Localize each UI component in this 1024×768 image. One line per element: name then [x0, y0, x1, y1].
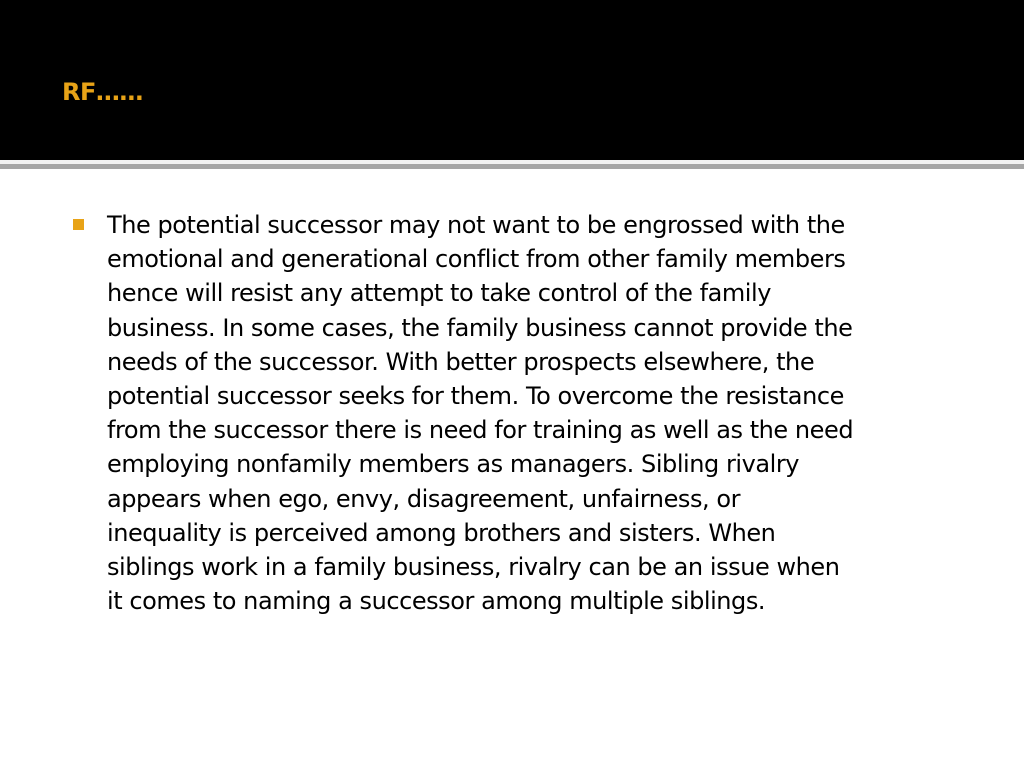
- title-divider-dark: [0, 164, 1024, 169]
- bullet-line: it comes to naming a successor among multiple siblings.: [107, 587, 766, 616]
- bullet-line: The potential successor may not want to be engrossed with the: [107, 211, 845, 239]
- slide-title: RF……: [62, 78, 143, 106]
- bullet-line: appears when ego, envy, disagreement, unfairness, or: [107, 484, 741, 513]
- title-band: [0, 0, 1024, 160]
- bullet-line: business. In some cases, the family business cannot provide the: [107, 313, 853, 342]
- bullet-line: inequality is perceived among brothers and sisters. When: [107, 518, 776, 547]
- bullet-line: needs of the successor. With better prospects elsewhere, the: [107, 347, 815, 376]
- bullet-item: [72, 208, 972, 618]
- bullet-text: [107, 208, 972, 618]
- bullet-line: emotional and generational conflict from other family members: [107, 245, 846, 274]
- slide-body: [72, 208, 972, 618]
- square-bullet-icon: [73, 219, 84, 230]
- bullet-line: potential successor seeks for them. To overcome the resistance: [107, 382, 844, 411]
- bullet-line: employing nonfamily members as managers. Sibling rivalry: [107, 450, 800, 479]
- bullet-line: from the successor there is need for training as well as the need: [107, 416, 854, 445]
- bullet-line: hence will resist any attempt to take control of the family: [107, 279, 771, 308]
- bullet-line: siblings work in a family business, rivalry can be an issue when: [107, 553, 840, 582]
